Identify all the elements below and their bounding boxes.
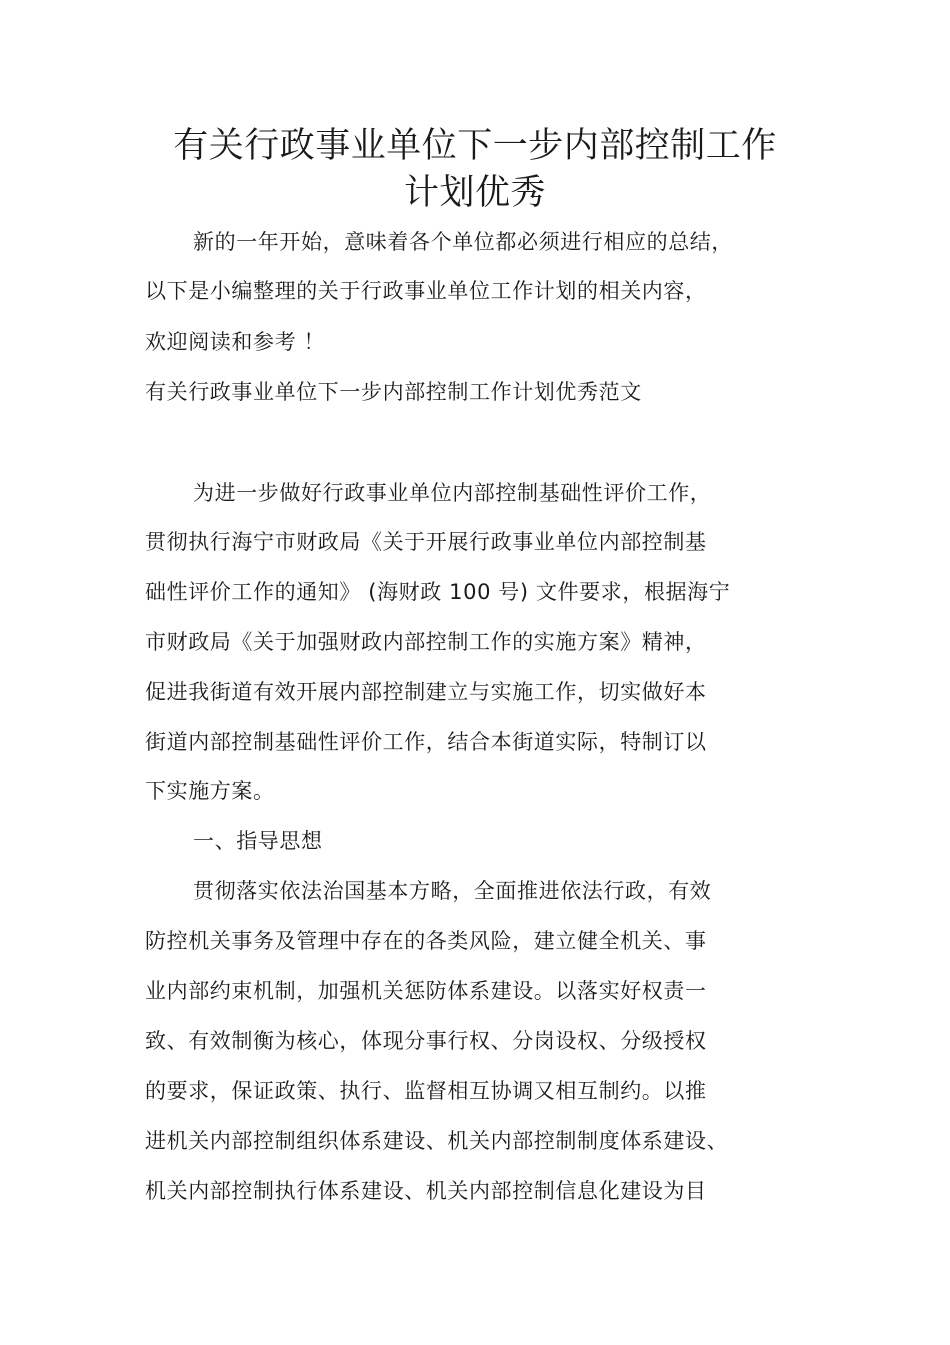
- body-paragraph-line: 贯彻落实依法治国基本方略，全面推进依法行政，有效: [193, 879, 712, 903]
- body-paragraph-line: 进机关内部控制组织体系建设、机关内部控制制度体系建设、: [145, 1129, 729, 1153]
- body-paragraph-line: 致、有效制衡为核心，体现分事行权、分岗设权、分级授权: [145, 1029, 707, 1053]
- document-title-line-1: 有关行政事业单位下一步内部控制工作: [173, 126, 777, 166]
- body-paragraph-line: 为进一步做好行政事业单位内部控制基础性评价工作，: [193, 481, 712, 505]
- body-paragraph-line: 防控机关事务及管理中存在的各类风险，建立健全机关、事: [145, 929, 707, 953]
- intro-paragraph-line: 欢迎阅读和参考 ！: [145, 330, 326, 354]
- intro-paragraph-line: 新的一年开始，意味着各个单位都必须进行相应的总结，: [193, 230, 733, 254]
- body-paragraph-line: 下实施方案。: [145, 779, 275, 803]
- body-paragraph-line: 促进我街道有效开展内部控制建立与实施工作，切实做好本: [145, 680, 707, 704]
- intro-paragraph-line: 以下是小编整理的关于行政事业单位工作计划的相关内容，: [145, 279, 707, 303]
- section-heading: 有关行政事业单位下一步内部控制工作计划优秀范文: [145, 380, 642, 404]
- body-paragraph-line: 贯彻执行海宁市财政局《关于开展行政事业单位内部控制基: [145, 530, 707, 554]
- body-paragraph-line: 街道内部控制基础性评价工作，结合本街道实际，特制订以: [145, 730, 707, 754]
- body-paragraph-line: 机关内部控制执行体系建设、机关内部控制信息化建设为目: [145, 1179, 707, 1203]
- subsection-heading: 一、指导思想: [193, 829, 323, 853]
- body-paragraph-line: 础性评价工作的通知》 (海财政 100 号) 文件要求，根据海宁: [145, 580, 731, 604]
- body-paragraph-line: 的要求，保证政策、执行、监督相互协调又相互制约。以推: [145, 1079, 707, 1103]
- body-paragraph-line: 业内部约束机制，加强机关惩防体系建设。以落实好权责一: [145, 979, 707, 1003]
- body-paragraph-line: 市财政局《关于加强财政内部控制工作的实施方案》精神，: [145, 630, 707, 654]
- document-title-line-2: 计划优秀: [403, 173, 546, 213]
